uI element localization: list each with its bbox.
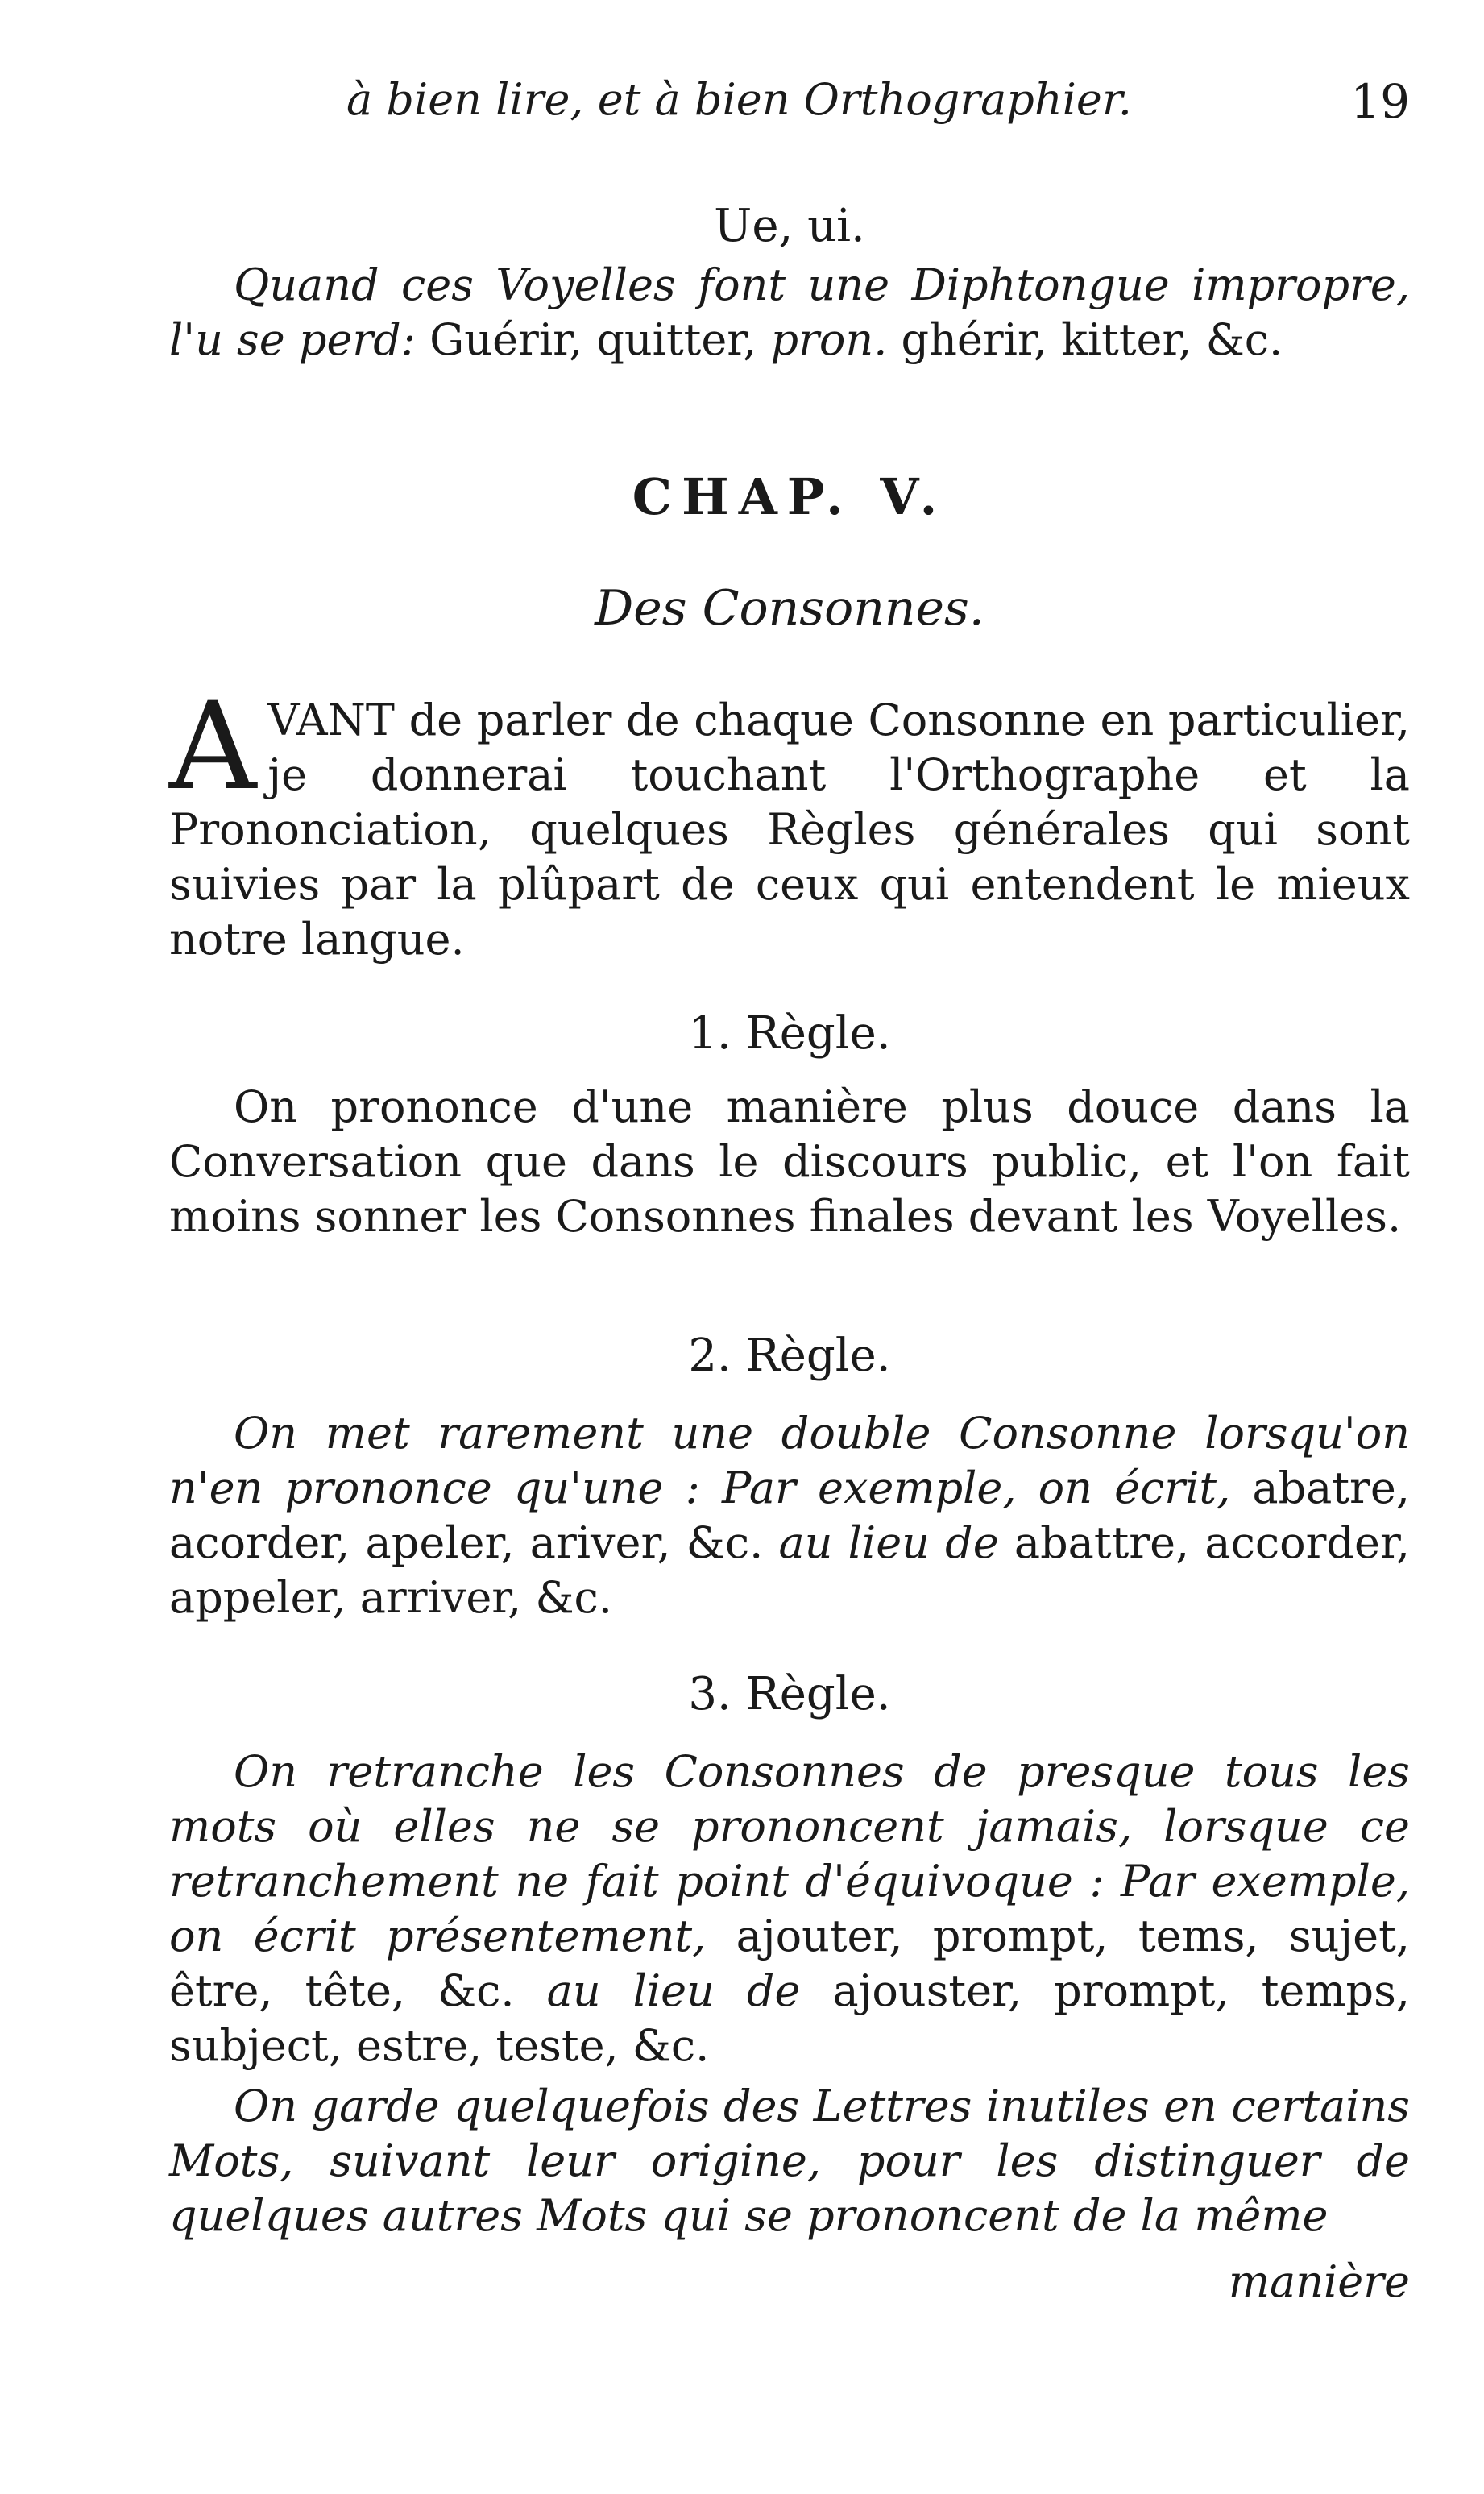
intro-paragraph (169, 677, 1410, 967)
ue-roman-text: Guérir, quitter, (416, 314, 771, 365)
ue-roman-text-2: ghérir, kitter, &c. (887, 314, 1283, 365)
rule2-roman-text: abatre, acorder, apeler, ariver, &c. (169, 1463, 1410, 1568)
drop-capital: A (169, 677, 257, 817)
rule2-italic-text-2: au lieu de (778, 1517, 999, 1568)
rule3-second-paragraph: On garde quelquefois des Lettres inutiles en certains Mots, suivant leur origine, pour les distinguer de quelques autres Mots qui se prononcent de la même (169, 2081, 1410, 2241)
rule1-heading: 1. Règle. (688, 1007, 891, 1060)
rule3-italic-text: On retranche les Consonnes de presque tous les mots où elles ne se prononcent jamais, lorsque ce retranchement ne fait point d'équivoque : Par exemple, on écrit présentement, (169, 1746, 1410, 1961)
catchword: manière (1228, 2256, 1410, 2307)
intro-caps: VANT (267, 695, 395, 745)
rule3-heading: 3. Règle. (688, 1668, 891, 1720)
chapter-subtitle: Des Consonnes. (595, 580, 984, 637)
ue-paragraph (169, 258, 1410, 367)
page-number: 19 (1350, 74, 1410, 129)
rule2-heading: 2. Règle. (688, 1330, 891, 1382)
rule2-roman-text-2: abattre, accorder, appeler, arriver, &c. (169, 1517, 1410, 1623)
ue-italic-text: Quand ces Voyelles font une Diphtongue impropre, l'u se perd: (169, 259, 1410, 365)
rule3-italic-text-2: au lieu de (546, 1965, 801, 2016)
book-page (169, 0, 1410, 2494)
ue-heading: Ue, ui. (714, 200, 865, 252)
ue-abbrev: pron. (770, 314, 888, 365)
rule3-paragraph (169, 1745, 1410, 2073)
chapter-title: CHAP. V. (632, 467, 947, 526)
rule1-paragraph: On prononce d'une manière plus douce dans la Conversation que dans le discours public, et l'on fait moins sonner les Consonnes finales devant les Voyelles. (169, 1081, 1410, 1242)
intro-text: de parler de chaque Consonne en particulier, je donnerai touchant l'Orthographe et la Prononciation, quelques Règles générales qui sont suivies par la plûpart de ceux qui entendent le mieux notre langue. (169, 695, 1410, 965)
rule3-roman-text: ajouter, prompt, tems, sujet, être, tête, &c. (169, 1911, 1410, 2016)
rule2-paragraph (169, 1406, 1410, 1625)
rule2-italic-text: On met rarement une double Consonne lorsqu'on n'en prononce qu'une : Par exemple, on écrit, (169, 1408, 1410, 1513)
page-header (169, 74, 1410, 147)
rule3-roman-text-2: ajouster, prompt, temps, subject, estre, teste, &c. (169, 1965, 1410, 2071)
running-title: à bien lire, et à bien Orthographier. (346, 74, 1132, 125)
